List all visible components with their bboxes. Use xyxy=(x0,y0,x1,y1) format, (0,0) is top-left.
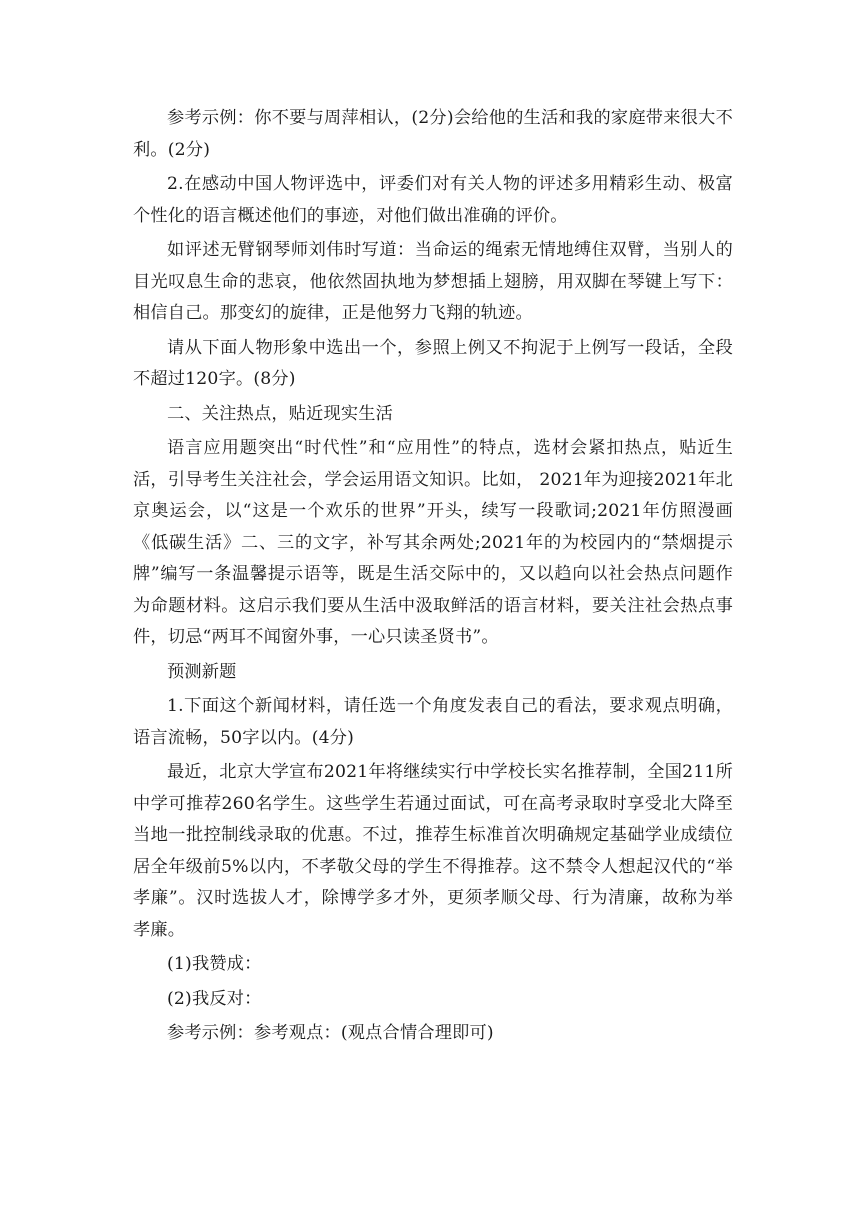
hotspot-paragraph: 语言应用题突出“时代性”和“应用性”的特点，选材会紧扣热点，贴近生活，引导考生关注社会，学会运用语文知识。比如， 2021年为迎接2021年北京奥运会，以“这是一个欢乐的世界”开头，续写一段歌词;2021年仿照漫画《低碳生活》二、三的文字，补写其余两处;2021年的为校园内的“禁烟提示牌”编写一条温馨提示语等，既是生活交际中的，又以趋向以社会热点问题作为命题材料。这启示我们要从生活中汲取鲜活的语言材料，要关注社会热点事件，切忌“两耳不闻窗外事，一心只读圣贤书”。 xyxy=(133,438,733,647)
section-heading: 二、关注热点，贴近现实生活 xyxy=(167,403,394,424)
question-2-paragraph: 2.在感动中国人物评选中，评委们对有关人物的评述多用精彩生动、极富个性化的语言概述他们的事迹，对他们做出准确的评价。 xyxy=(133,174,733,226)
prediction-heading: 预测新题 xyxy=(167,661,237,682)
agree-line: (1)我赞成： xyxy=(167,954,262,974)
document-body xyxy=(133,103,733,1050)
example-liuwei-paragraph: 如评述无臂钢琴师刘伟时写道：当命运的绳索无情地缚住双臂，当别人的目光叹息生命的悲哀，他依然固执地为梦想插上翅膀，用双脚在琴键上写下：相信自己。那变幻的旋律，正是他努力飞翔的轨迹。 xyxy=(133,240,733,323)
instruction-paragraph: 请从下面人物形象中选出一个，参照上例又不拘泥于上例写一段话，全段不超过120字。(8分) xyxy=(133,337,733,389)
news-material-paragraph: 最近，北京大学宣布2021年将继续实行中学校长实名推荐制，全国211所中学可推荐260名学生。这些学生若通过面试，可在高考录取时享受北大降至当地一批控制线录取的优惠。不过，推荐生标准首次明确规定基础学业成绩位居全年级前5%以内，不孝敬父母的学生不得推荐。这不禁令人想起汉代的“举孝廉”。汉时选拔人才，除博学多才外，更须孝顺父母、行为清廉，故称为举孝廉。 xyxy=(133,762,733,940)
disagree-line: (2)我反对： xyxy=(167,988,262,1009)
reference-answer-line: 参考示例：参考观点：(观点合情合理即可) xyxy=(167,1023,494,1043)
answer-example-paragraph: 参考示例：你不要与周萍相认，(2分)会给他的生活和我的家庭带来很大不利。(2分) xyxy=(133,108,733,160)
question-1-paragraph: 1.下面这个新闻材料，请任选一个角度发表自己的看法，要求观点明确，语言流畅，50字以内。(4分) xyxy=(133,696,733,748)
